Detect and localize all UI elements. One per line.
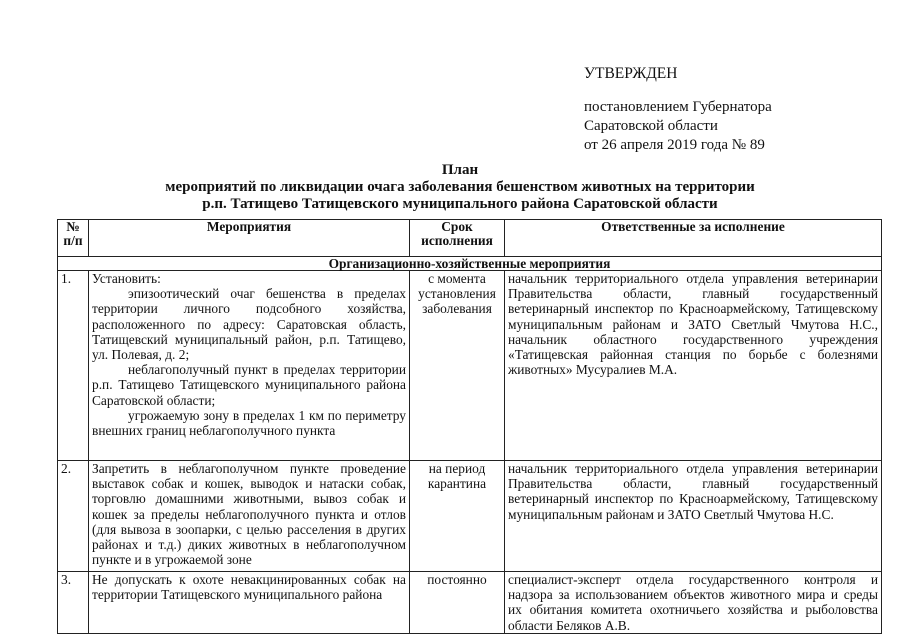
section-row <box>58 257 882 271</box>
table-row <box>58 461 882 572</box>
event-part: угрожаемую зону в пределах 1 км по периметру внешних границ неблагополучного пункта <box>92 407 406 439</box>
row-responsible: начальник территориального отдела управления ветеринарии Правительства области, главный государственный ветеринарный инспектор по Красноармейскому, Татищевскому муниципальным районам и ЗАТО Светлый Чмутова Н.С. <box>505 461 882 572</box>
table-header-row <box>58 220 882 257</box>
header-term: Срок исполнения <box>410 220 505 257</box>
title-line-3: р.п. Татищево Татищевского муниципального района Саратовской области <box>202 196 718 212</box>
row-term: постоянно <box>410 572 505 634</box>
table-row <box>58 271 882 461</box>
header-event: Мероприятия <box>89 220 410 257</box>
header-responsible: Ответственные за исполнение <box>505 220 882 257</box>
plan-table <box>57 219 882 634</box>
row-event: Не допускать к охоте невакцинированных собак на территории Татищевского муниципального района <box>89 572 410 634</box>
approval-line-3: от 26 апреля 2019 года № 89 <box>584 137 765 153</box>
row-term: с момента установления заболевания <box>410 271 505 461</box>
approval-line-1: постановлением Губернатора <box>584 99 772 115</box>
table-row <box>58 572 882 634</box>
row-responsible: специалист-эксперт отдела государственного контроля и надзора за использованием объектов животного мира и среды их обитания комитета охотничьего хозяйства и рыболовства области Беляков А.В. <box>505 572 882 634</box>
row-number: 1. <box>58 271 89 461</box>
row-event <box>89 271 410 461</box>
row-event: Запретить в неблагополучном пункте проведение выставок собак и кошек, выводок и натаски собак, торговлю домашними животными, вывоз собак и кошек за пределы неблагополучного пункта и отлов (для вывоза в зоопарки, с целью расселения в других районах и т.д.) диких животных в неблагополучном пункте и в угрожаемой зоне <box>89 461 410 572</box>
title-line-2: мероприятий по ликвидации очага заболевания бешенством животных на территории <box>165 179 755 195</box>
header-num: № п/п <box>58 220 89 257</box>
section-title: Организационно-хозяйственные мероприятия <box>58 257 882 271</box>
title-line-1: План <box>441 162 479 178</box>
event-part: эпизоотический очаг бешенства в пределах территории личного подсобного хозяйства, расположенного по адресу: Саратовская область, Татищевский муниципальный район, р.п. Татищево, ул. Полевая, д. 2; <box>92 286 406 363</box>
row-number: 2. <box>58 461 89 572</box>
approval-block <box>584 64 772 155</box>
row-number: 3. <box>58 572 89 634</box>
row-responsible: начальник территориального отдела управления ветеринарии Правительства области, главный государственный ветеринарный инспектор по Красноармейскому, Татищевскому муниципальным районам и ЗАТО Светлый Чмутова Н.С., начальник областного государственного учреждения «Татищевская районная станция по борьбе с болезнями животных» Мусуралиев М.А. <box>505 271 882 461</box>
approval-heading: УТВЕРЖДЕН <box>584 65 678 82</box>
row-term: на период карантина <box>410 461 505 572</box>
event-part: Установить: <box>92 271 161 286</box>
document-title <box>60 162 860 213</box>
approval-line-2: Саратовской области <box>584 118 718 134</box>
event-part: неблагополучный пункт в пределах территории р.п. Татищево Татищевского муниципального района Саратовской области; <box>92 362 406 408</box>
